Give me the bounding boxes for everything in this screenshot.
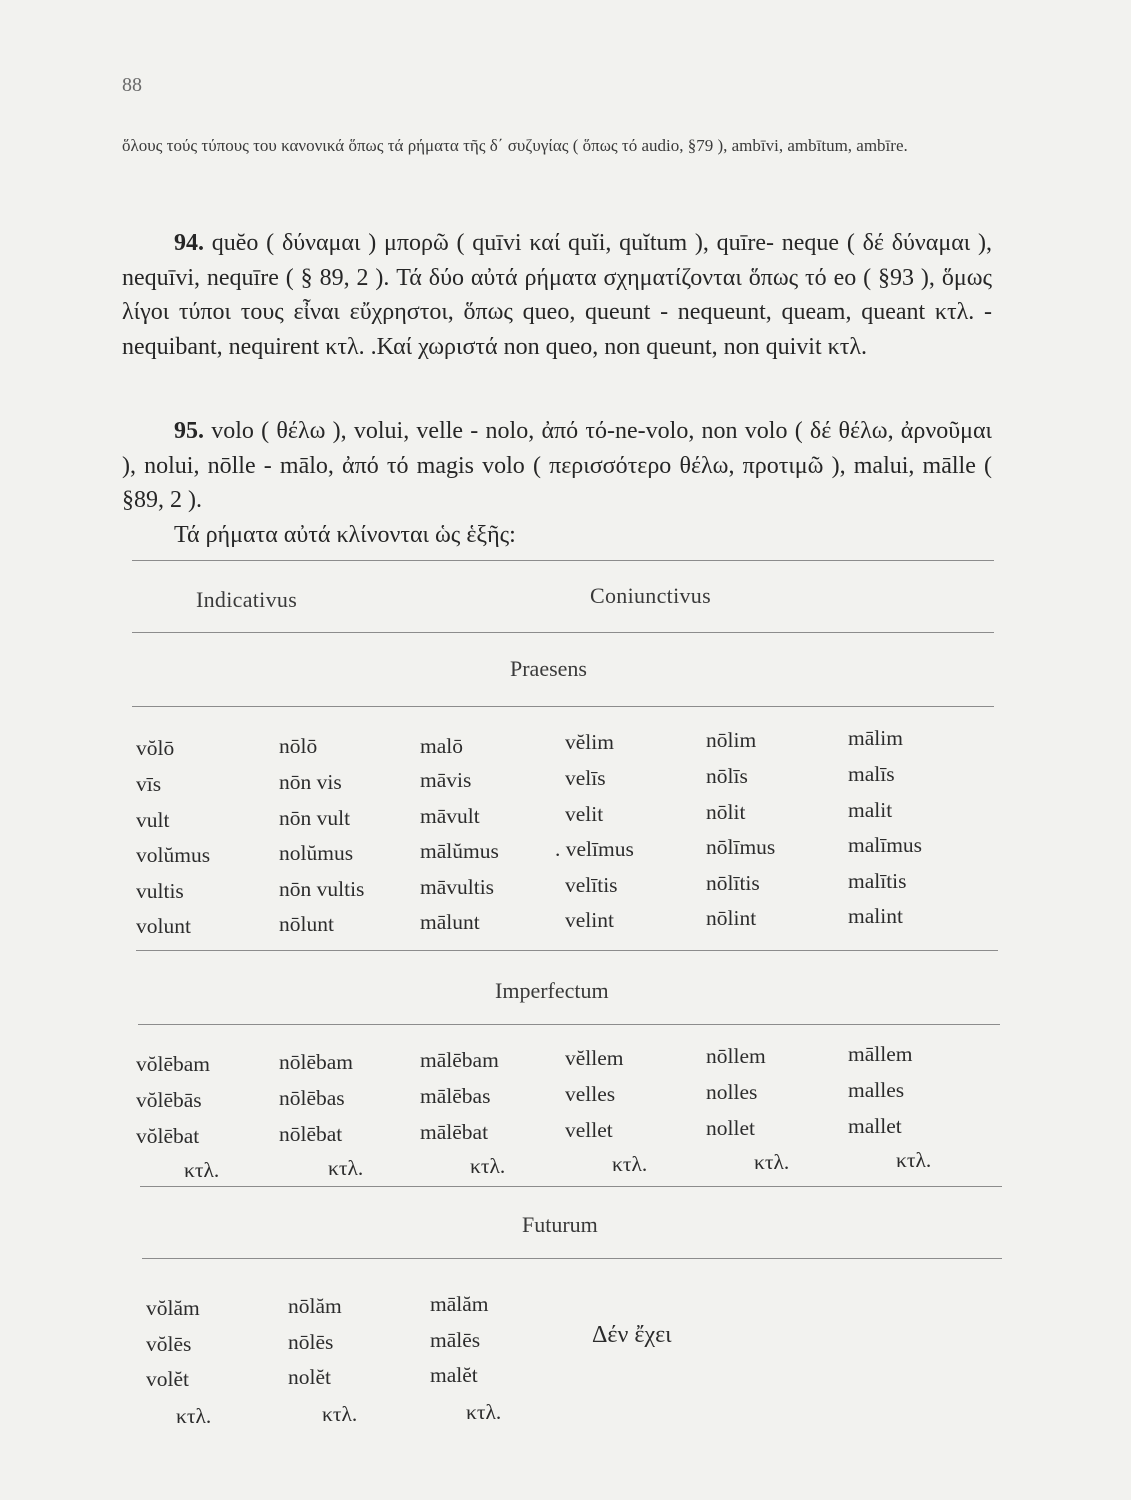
table-cell: κτλ. (754, 1150, 790, 1174)
section-praesens: Praesens (510, 656, 587, 681)
table-cell: volunt (136, 914, 191, 938)
table-caption: Τά ρήματα αὐτά κλίνονται ὡς ἑξῆς: (174, 522, 516, 548)
table-cell: māvis (420, 768, 472, 792)
table-cell: nōlēs (288, 1330, 334, 1354)
table-cell: malīs (848, 762, 895, 786)
table-cell: mālēbat (420, 1120, 489, 1144)
table-cell: malles (848, 1078, 905, 1102)
table-cell: nōlītis (706, 871, 760, 895)
table-cell: velītis (565, 873, 618, 897)
table-cell: mālăm (430, 1292, 489, 1316)
header-coniunctivus: Coniunctivus (590, 583, 711, 608)
table-cell: nōlint (706, 906, 757, 930)
table-cell: nolĕt (288, 1365, 331, 1389)
table-rule (136, 950, 998, 951)
table-cell: κτλ. (612, 1152, 648, 1176)
table-cell: nōlēbam (279, 1050, 354, 1074)
table-cell: vĕllem (565, 1046, 624, 1070)
table-cell: nolles (706, 1080, 758, 1104)
table-cell: κτλ. (322, 1402, 358, 1426)
table-rule (132, 706, 994, 707)
table-cell: velīs (565, 766, 606, 790)
table-rule (132, 560, 994, 561)
table-cell: mālēs (430, 1328, 481, 1352)
table-cell: mālēbam (420, 1048, 499, 1072)
intro-text: ὅλους τούς τύπους του κανονικά ὅπως τά ρήματα τῆς δ΄ συζυγίας ( ὅπως τό audio, §79 ), ambīvi, ambītum, ambīre. (122, 136, 908, 155)
table-cell: vellet (565, 1118, 613, 1142)
table-cell: nōlēbas (279, 1086, 345, 1110)
table-cell: māvult (420, 804, 480, 828)
table-cell: velit (565, 802, 604, 826)
table-cell: vĕlim (565, 730, 614, 754)
table-cell: κτλ. (176, 1404, 212, 1428)
table-cell: nolŭmus (279, 841, 354, 865)
table-cell: malint (848, 904, 903, 928)
table-cell: vŏlēbās (136, 1088, 202, 1112)
table-cell: nōlēbat (279, 1122, 343, 1146)
table-cell: κτλ. (328, 1156, 364, 1180)
section-imperfectum: Imperfectum (495, 978, 609, 1003)
table-cell: nōlim (706, 728, 757, 752)
table-cell: vŏlēbat (136, 1124, 200, 1148)
table-cell: volŭmus (136, 843, 211, 867)
table-cell: nollet (706, 1116, 755, 1140)
table-cell: κτλ. (466, 1400, 502, 1424)
table-cell: κτλ. (470, 1154, 506, 1178)
table-cell: nōlīs (706, 764, 748, 788)
table-cell: velint (565, 908, 614, 932)
paragraph-95 (122, 414, 992, 518)
table-cell: velles (565, 1082, 616, 1106)
table-cell: mālŭmus (420, 839, 499, 863)
section-futurum: Futurum (522, 1212, 598, 1237)
table-cell: nōn vis (279, 770, 342, 794)
table-cell: nōlō (279, 734, 318, 758)
table-cell: malīmus (848, 833, 923, 857)
table-cell: vīs (136, 772, 162, 796)
table-cell: mālunt (420, 910, 480, 934)
table-rule (142, 1258, 1002, 1259)
table-cell: malĕt (430, 1363, 478, 1387)
table-cell: māvultis (420, 875, 495, 899)
table-cell: vŏlō (136, 736, 175, 760)
paragraph-text: quĕo ( δύναμαι ) μπορῶ ( quīvi καί quĭi, quĭtum ), quīre- neque ( δέ δύναμαι ), nequīvi, nequīre ( § 89, 2 ). Τά δύο αὐτά ρήματα σχηματίζονται ὅπως τό eo ( §93 ), ὅμως λίγοι τύποι τους εἶναι εὔχρηστοι, ὅπως queo, queunt - nequeunt, queam, queant κτλ. - nequibant, nequirent κτλ. .Καί χωριστά non queo, non queunt, non quivit κτλ. (122, 230, 992, 360)
table-cell: vŏlēs (146, 1332, 192, 1356)
futurum-note: Δέν ἔχει (592, 1322, 672, 1348)
table-rule (140, 1186, 1002, 1187)
table-cell: nōlăm (288, 1294, 342, 1318)
header-indicativus: Indicativus (196, 587, 298, 612)
table-cell: nōlunt (279, 912, 334, 936)
page-number: 88 (122, 74, 142, 96)
table-cell: . velīmus (555, 837, 634, 861)
paragraph-number: 95. (174, 418, 204, 444)
table-rule (132, 632, 994, 633)
table-cell: nōllem (706, 1044, 766, 1068)
table-cell: mallet (848, 1114, 902, 1138)
table-cell: nōlit (706, 800, 746, 824)
table-cell: volĕt (146, 1367, 189, 1391)
table-cell: māllem (848, 1042, 913, 1066)
table-cell: vultis (136, 879, 184, 903)
table-cell: nōn vult (279, 806, 351, 830)
table-cell: malit (848, 798, 893, 822)
table-rule (138, 1024, 1000, 1025)
table-cell: nōn vultis (279, 877, 365, 901)
table-cell: nōlīmus (706, 835, 776, 859)
paragraph-text: volo ( θέλω ), volui, velle - nolo, ἀπό τό-ne-volo, non volo ( δέ θέλω, ἀρνοῦμαι ), nolui, nōlle - mālo, ἀπό τό magis volo ( περισσότερο θέλω, προτιμῶ ), malui, mālle ( §89, 2 ). (122, 418, 992, 513)
table-cell: vŏlăm (146, 1296, 200, 1320)
paragraph-94 (122, 226, 992, 364)
table-cell: malō (420, 734, 463, 758)
table-cell: mālim (848, 726, 903, 750)
table-cell: vult (136, 808, 170, 832)
table-cell: vŏlēbam (136, 1052, 211, 1076)
table-cell: κτλ. (896, 1148, 932, 1172)
table-cell: mālēbas (420, 1084, 491, 1108)
table-cell: malītis (848, 869, 907, 893)
paragraph-number: 94. (174, 230, 204, 256)
table-cell: κτλ. (184, 1158, 220, 1182)
